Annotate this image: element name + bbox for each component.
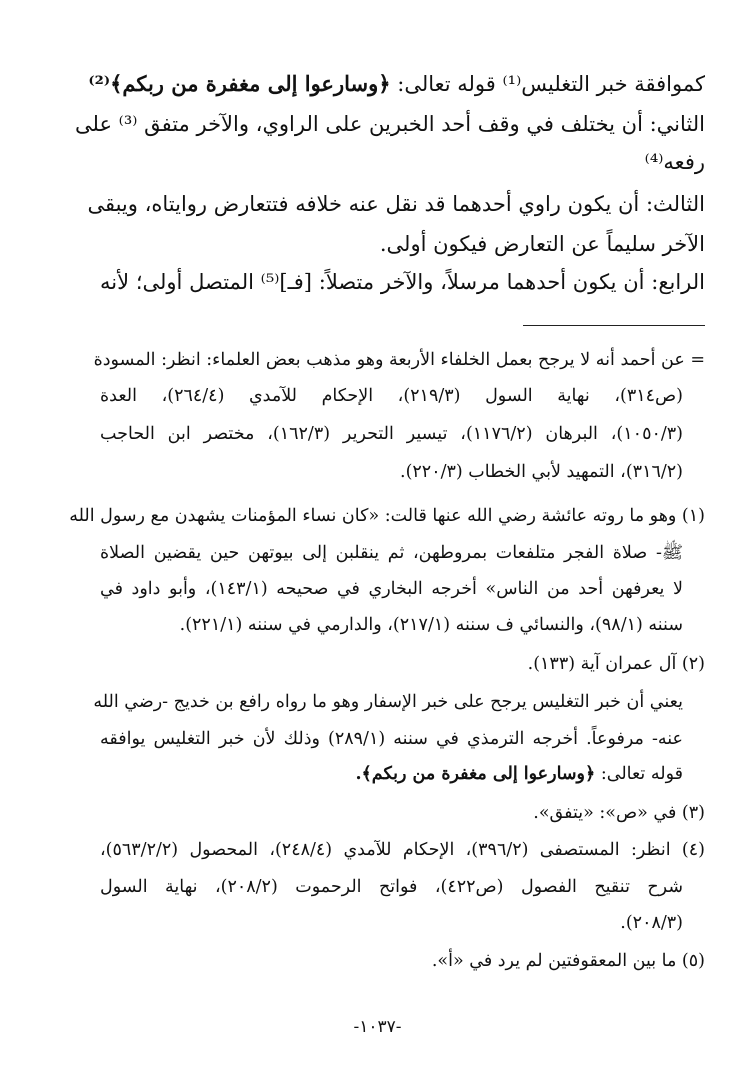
footnote-line-17: (٥) ما بين المعقوفتين لم يرد في «أ». xyxy=(431,951,705,971)
main-line-2: الثاني: أن يختلف في وقف أحد الخبرين على الراوي، والآخر متفق ⁽³⁾ على xyxy=(75,112,705,136)
footnote-line-1: = عن أحمد أنه لا يرجح بعمل الخلفاء الأربعة وهو مذهب بعض العلماء: انظر: المسودة xyxy=(93,350,705,370)
footnote-line-4: (٣١٦/٢)، التمهيد لأبي الخطاب (٢٢٠/٣). xyxy=(400,462,683,482)
footnote-line-10: يعني أن خبر التغليس يرجح على خبر الإسفار وهو ما رواه رافع بن خديج -رضي الله xyxy=(93,692,683,712)
main-line-1: كموافقة خبر التغليس⁽¹⁾ قوله تعالى: ﴿وسارعوا إلى مغفرة من ربكم﴾⁽²⁾ xyxy=(88,71,705,96)
footnote-line-5: (١) وهو ما روته عائشة رضي الله عنها قالت: «كان نساء المؤمنات يشهدن مع رسول الله xyxy=(69,506,705,526)
footnote-line-9: (٢) آل عمران آية (١٣٣). xyxy=(527,654,705,674)
main-line-5: الآخر سليماً عن التعارض فيكون أولى. xyxy=(379,232,705,256)
footnote-line-15: شرح تنقيح الفصول (ص٤٢٢)، فواتح الرحموت (٢٠٨/٢)، نهاية السول xyxy=(100,877,683,897)
footnote-line-12: قوله تعالى: ﴿وسارعوا إلى مغفرة من ربكم﴾. xyxy=(355,764,683,784)
main-line-3: رفعه⁽⁴⁾ xyxy=(644,150,705,174)
footnote-line-11: عنه- مرفوعاً. أخرجه الترمذي في سننه (٢٨٩/١) وذلك لأن خبر التغليس يوافقه xyxy=(100,729,683,749)
footnote-line-14: (٤) انظر: المستصفى (٣٩٦/٢)، الإحكام للآمدي (٢٤٨/٤)، المحصول (٥٦٣/٢/٢)، xyxy=(100,840,705,860)
footnote-line-7: لا يعرفهن أحد من الناس» أخرجه البخاري في صحيحه (١٤٣/١)، وأبو داود في xyxy=(100,579,683,599)
main-line-4: الثالث: أن يكون راوي أحدهما قد نقل عنه خلافه فتتعارض روايتاه، ويبقى xyxy=(87,192,705,216)
footnote-line-6: ﷺ- صلاة الفجر متلفعات بمروطهن، ثم ينقلبن إلى بيوتهن حين يقضين الصلاة xyxy=(100,543,683,563)
footnote-line-2: (ص٣١٤)، نهاية السول (٢١٩/٣)، الإحكام للآمدي (٢٦٤/٤)، العدة xyxy=(100,386,684,406)
footnote-separator xyxy=(523,325,705,326)
page-number: -١٠٣٧- xyxy=(353,1017,402,1037)
footnote-line-13: (٣) في «ص»: «يتفق». xyxy=(533,803,705,823)
footnote-line-3: (١٠٥٠/٣)، البرهان (١١٧٦/٢)، تيسير التحرير (١٦٢/٣)، مختصر ابن الحاجب xyxy=(100,424,683,444)
footnote-line-16: (٢٠٨/٣). xyxy=(620,913,683,933)
footnote-line-8: سننه (٩٨/١)، والنسائي ف سننه (٢١٧/١)، والدارمي في سننه (٢٢١/١). xyxy=(179,615,683,635)
main-line-6: الرابع: أن يكون أحدهما مرسلاً، والآخر متصلاً: [فـ]⁽⁵⁾ المتصل أولى؛ لأنه xyxy=(100,270,705,294)
